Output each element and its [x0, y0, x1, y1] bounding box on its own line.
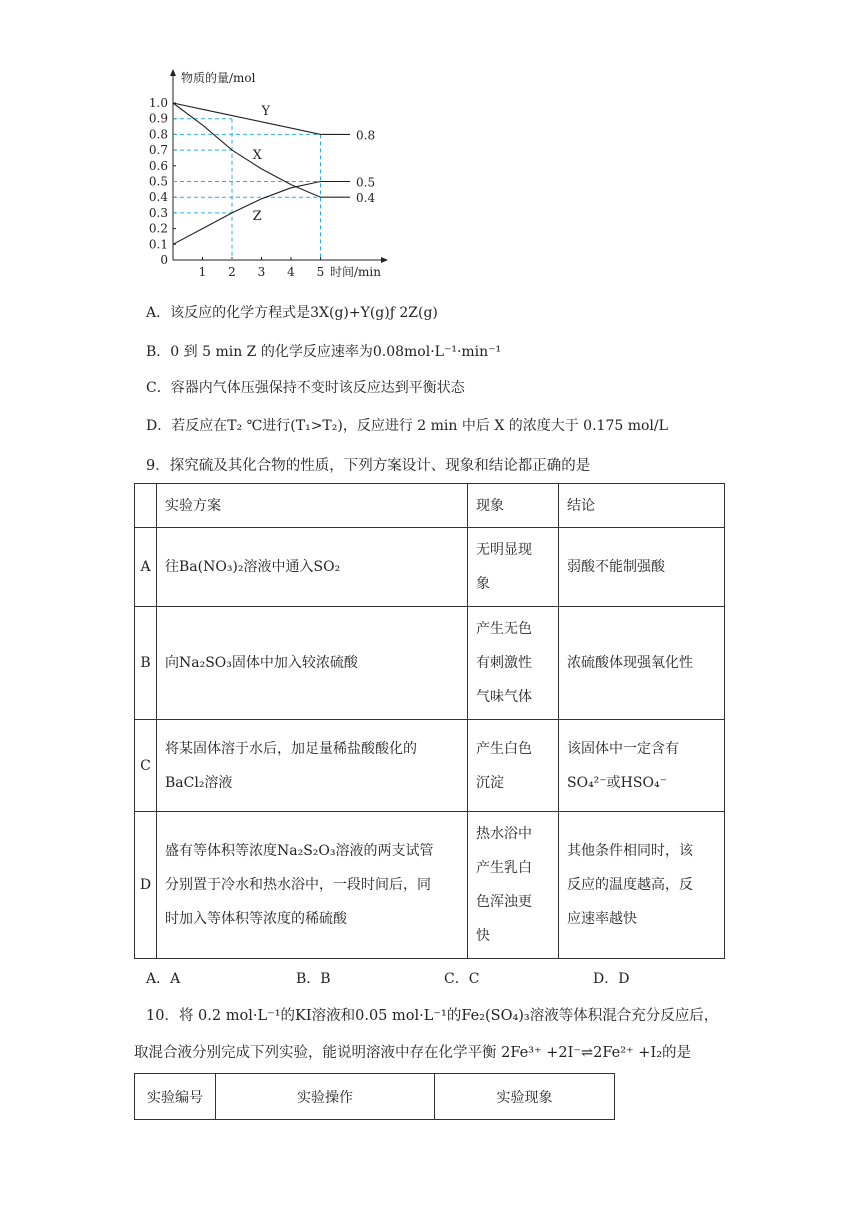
- conclusion-line: 浓硫酸体现强氧化性: [567, 655, 693, 671]
- q8-option-d: D．若反应在T₂ ℃进行(T₁>T₂)，反应进行 2 min 中后 X 的浓度大于 0.175 mol/L: [146, 418, 668, 434]
- y-tick-label: 1.0: [148, 96, 168, 110]
- x-axis-arrow: [381, 257, 388, 263]
- conclusion-cell: [559, 528, 725, 607]
- conclusion-cell: [559, 607, 725, 720]
- y-tick-label: 0.7: [148, 143, 168, 158]
- header-phenomenon: 实验现象: [435, 1074, 615, 1120]
- header-conclusion: 结论: [559, 484, 725, 528]
- phenomenon-line: 快: [476, 928, 490, 944]
- phenomenon-line: 沉淀: [476, 774, 504, 791]
- table-header-row: [135, 484, 725, 528]
- phenomenon-cell: [468, 812, 559, 959]
- phenomenon-line: 气味气体: [476, 689, 532, 705]
- table-header-row: [135, 1074, 615, 1120]
- phenomenon-cell: [468, 528, 559, 607]
- plan-line: 时加入等体积等浓度的稀硫酸: [165, 911, 347, 927]
- row-label: B: [135, 607, 157, 720]
- phenomenon-line: 象: [476, 576, 490, 592]
- y-tick-label: 0.4: [148, 190, 168, 205]
- x-tick-label: 5: [316, 265, 325, 279]
- table-row-b: [135, 607, 725, 720]
- q9-stem: 9．探究硫及其化合物的性质，下列方案设计、现象和结论都正确的是: [146, 458, 591, 474]
- chart-svg: [138, 66, 398, 286]
- phenomenon-line: 色浑浊更: [476, 894, 532, 910]
- y-tick-label: 0.3: [148, 205, 168, 220]
- phenomenon-line: 有刺激性: [476, 655, 532, 671]
- plan-line: BaCl₂溶液: [165, 774, 233, 791]
- y-tick-label: 0.5: [148, 174, 168, 189]
- phenomenon-line: 产生无色: [476, 621, 532, 637]
- header-phenomenon: 现象: [468, 484, 559, 528]
- answer-b: B．B: [296, 971, 331, 987]
- series-label-x: X: [252, 147, 262, 163]
- table-row-a: [135, 528, 725, 607]
- conclusion-line: 其他条件相同时，该: [567, 843, 693, 859]
- amount-time-chart: [138, 66, 398, 286]
- conclusion-line: 反应的温度越高，反: [567, 877, 693, 893]
- conclusion-line: SO₄²⁻或HSO₄⁻: [567, 774, 667, 791]
- q10-stem-line2: 取混合液分别完成下列实验，能说明溶液中存在化学平衡 2Fe³⁺ +2I⁻⇌2Fe²⁺ +I₂的是: [134, 1045, 692, 1061]
- q8-option-a: A．该反应的化学方程式是3X(g)+Y(g)ƒ 2Z(g): [146, 305, 438, 321]
- conclusion-line: 该固体中一定含有: [567, 740, 679, 757]
- y-tick-label: 0.6: [148, 158, 168, 173]
- phenomenon-line: 无明显现: [476, 542, 532, 558]
- conclusion-line: 应速率越快: [567, 911, 637, 927]
- plan-cell: [157, 812, 468, 959]
- plan-line: 将某固体溶于水后，加足量稀盐酸酸化的: [165, 740, 417, 757]
- series-label-z: Z: [252, 209, 262, 225]
- phenomenon-line: 产生乳白: [476, 860, 532, 876]
- table-row-d: [135, 812, 725, 959]
- series-end-label: 0.4: [356, 191, 376, 206]
- y-tick-label: 0.9: [148, 111, 168, 126]
- phenomenon-line: 热水浴中: [476, 826, 532, 842]
- conclusion-line: 弱酸不能制强酸: [567, 559, 665, 575]
- q10-table: [134, 1073, 615, 1120]
- conclusion-cell: [559, 720, 725, 812]
- plan-cell: [157, 720, 468, 812]
- plan-cell: [157, 607, 468, 720]
- series-end-label: 0.5: [356, 175, 376, 190]
- phenomenon-cell: [468, 720, 559, 812]
- y-axis-title: 物质的量/mol: [181, 71, 256, 85]
- y-tick-label: 0.8: [148, 127, 168, 142]
- plan-line: 往Ba(NO₃)₂溶液中通入SO₂: [165, 559, 341, 575]
- x-axis-title: 时间/min: [330, 265, 381, 279]
- series-label-y: Y: [261, 103, 271, 119]
- y-tick-label: 0: [160, 253, 168, 267]
- plan-line: 盛有等体积等浓度Na₂S₂O₃溶液的两支试管: [165, 843, 434, 859]
- y-axis-arrow: [170, 69, 176, 76]
- header-number: 实验编号: [135, 1074, 216, 1120]
- q8-option-c: C．容器内气体压强保持不变时该反应达到平衡状态: [146, 380, 465, 396]
- row-label: A: [135, 528, 157, 607]
- y-tick-label: 0.1: [148, 237, 168, 252]
- row-label: D: [135, 812, 157, 959]
- x-tick-label: 3: [257, 265, 266, 279]
- answer-c: C．C: [444, 971, 480, 987]
- y-tick-label: 0.2: [148, 221, 168, 236]
- header-operation: 实验操作: [216, 1074, 435, 1120]
- x-tick-label: 4: [287, 265, 295, 279]
- q10-stem-line1: 10．将 0.2 mol·L⁻¹的KI溶液和0.05 mol·L⁻¹的Fe₂(SO₄)₃溶液等体积混合充分反应后，: [146, 1008, 719, 1024]
- plan-cell: [157, 528, 468, 607]
- plan-line: 分别置于冷水和热水浴中，一段时间后，同: [165, 877, 431, 893]
- conclusion-cell: [559, 812, 725, 959]
- plan-line: 向Na₂SO₃固体中加入较浓硫酸: [165, 655, 358, 671]
- header-blank: [135, 484, 157, 528]
- row-label: C: [135, 720, 157, 812]
- phenomenon-line: 产生白色: [476, 740, 532, 757]
- x-tick-label: 1: [198, 265, 207, 279]
- q8-option-b: B．0 到 5 min Z 的化学反应速率为0.08mol·L⁻¹·min⁻¹: [146, 344, 502, 360]
- series-end-label: 0.8: [356, 128, 376, 143]
- header-plan: 实验方案: [157, 484, 468, 528]
- answer-a: A．A: [146, 971, 181, 987]
- table-row-c: [135, 720, 725, 812]
- x-tick-label: 2: [228, 265, 236, 279]
- answer-d: D．D: [593, 971, 630, 987]
- phenomenon-cell: [468, 607, 559, 720]
- q9-table: [134, 483, 725, 959]
